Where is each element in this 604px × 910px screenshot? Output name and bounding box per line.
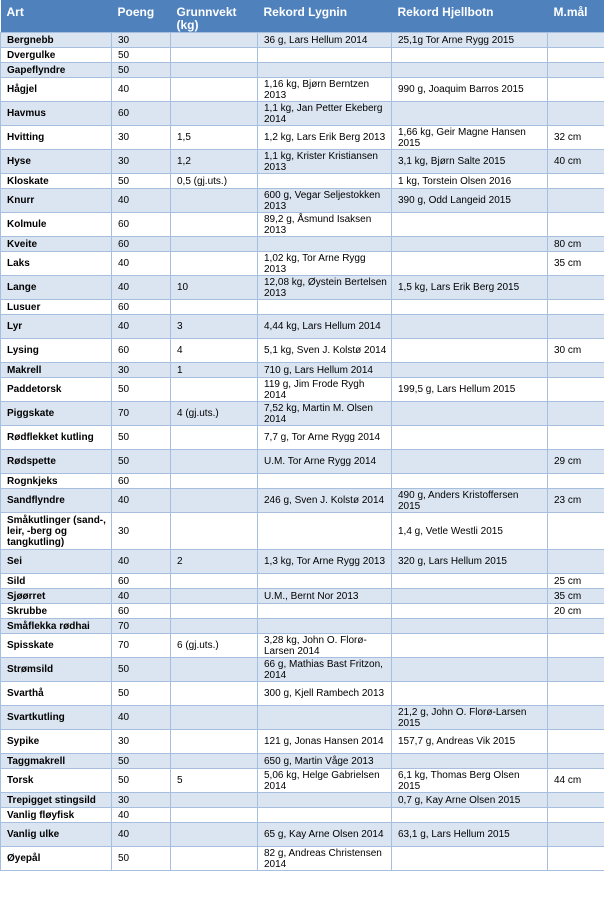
table-row (1, 489, 604, 513)
cell-rekord-lygnin (258, 474, 392, 489)
cell-art: Kolmule (1, 213, 112, 237)
cell-minstemal: 23 cm (548, 489, 604, 513)
cell-rekord-lygnin: 82 g, Andreas Christensen 2014 (258, 847, 392, 871)
cell-grunnvekt: 1 (171, 363, 258, 378)
cell-poeng: 60 (112, 474, 171, 489)
table-body (1, 33, 604, 871)
cell-grunnvekt: 10 (171, 276, 258, 300)
cell-poeng: 30 (112, 126, 171, 150)
cell-grunnvekt (171, 574, 258, 589)
table-row (1, 426, 604, 450)
cell-grunnvekt: 4 (gj.uts.) (171, 402, 258, 426)
cell-grunnvekt (171, 589, 258, 604)
cell-minstemal (548, 634, 604, 658)
cell-rekord-hjellbotn: 6,1 kg, Thomas Berg Olsen 2015 (392, 769, 548, 793)
cell-rekord-hjellbotn: 157,7 g, Andreas Vik 2015 (392, 730, 548, 754)
cell-poeng: 30 (112, 793, 171, 808)
table-row (1, 48, 604, 63)
cell-grunnvekt (171, 450, 258, 474)
cell-art: Lange (1, 276, 112, 300)
cell-grunnvekt (171, 237, 258, 252)
cell-rekord-lygnin: 650 g, Martin Våge 2013 (258, 754, 392, 769)
cell-poeng: 50 (112, 658, 171, 682)
cell-rekord-hjellbotn: 390 g, Odd Langeid 2015 (392, 189, 548, 213)
cell-rekord-lygnin: 5,1 kg, Sven J. Kolstø 2014 (258, 339, 392, 363)
cell-rekord-hjellbotn: 1,4 g, Vetle Westli 2015 (392, 513, 548, 550)
cell-rekord-hjellbotn: 990 g, Joaquim Barros 2015 (392, 78, 548, 102)
cell-poeng: 30 (112, 363, 171, 378)
cell-poeng: 30 (112, 513, 171, 550)
cell-rekord-hjellbotn (392, 237, 548, 252)
cell-minstemal (548, 63, 604, 78)
cell-poeng: 40 (112, 189, 171, 213)
cell-grunnvekt (171, 754, 258, 769)
cell-art: Svartkutling (1, 706, 112, 730)
cell-art: Lusuer (1, 300, 112, 315)
cell-minstemal (548, 730, 604, 754)
cell-poeng: 70 (112, 634, 171, 658)
cell-rekord-hjellbotn: 199,5 g, Lars Hellum 2015 (392, 378, 548, 402)
table-row (1, 450, 604, 474)
cell-minstemal (548, 682, 604, 706)
table-row (1, 634, 604, 658)
cell-art: Knurr (1, 189, 112, 213)
cell-rekord-lygnin: 65 g, Kay Arne Olsen 2014 (258, 823, 392, 847)
cell-rekord-hjellbotn (392, 48, 548, 63)
cell-grunnvekt: 3 (171, 315, 258, 339)
cell-grunnvekt (171, 474, 258, 489)
cell-grunnvekt (171, 78, 258, 102)
cell-poeng: 50 (112, 378, 171, 402)
cell-rekord-hjellbotn: 21,2 g, John O. Florø-Larsen 2015 (392, 706, 548, 730)
table-row (1, 574, 604, 589)
cell-rekord-lygnin: 5,06 kg, Helge Gabrielsen 2014 (258, 769, 392, 793)
cell-minstemal (548, 102, 604, 126)
cell-minstemal: 35 cm (548, 589, 604, 604)
cell-minstemal (548, 754, 604, 769)
cell-art: Sandflyndre (1, 489, 112, 513)
cell-grunnvekt (171, 730, 258, 754)
cell-poeng: 50 (112, 769, 171, 793)
cell-poeng: 30 (112, 730, 171, 754)
cell-minstemal (548, 378, 604, 402)
cell-grunnvekt (171, 426, 258, 450)
cell-grunnvekt: 5 (171, 769, 258, 793)
cell-minstemal (548, 174, 604, 189)
table-row (1, 658, 604, 682)
cell-rekord-lygnin: 119 g, Jim Frode Rygh 2014 (258, 378, 392, 402)
cell-rekord-lygnin (258, 793, 392, 808)
cell-art: Havmus (1, 102, 112, 126)
table-row (1, 823, 604, 847)
cell-rekord-hjellbotn (392, 847, 548, 871)
table-row (1, 847, 604, 871)
cell-rekord-hjellbotn (392, 808, 548, 823)
cell-art: Rødspette (1, 450, 112, 474)
cell-art: Sild (1, 574, 112, 589)
cell-grunnvekt (171, 378, 258, 402)
cell-poeng: 50 (112, 847, 171, 871)
table-row (1, 808, 604, 823)
header-rekord-hjellbotn: Rekord Hjellbotn (392, 0, 548, 33)
cell-rekord-lygnin: 7,52 kg, Martin M. Olsen 2014 (258, 402, 392, 426)
cell-art: Småflekka rødhai (1, 619, 112, 634)
cell-minstemal (548, 402, 604, 426)
cell-poeng: 40 (112, 315, 171, 339)
cell-minstemal (548, 658, 604, 682)
header-art: Art (1, 0, 112, 33)
cell-art: Skrubbe (1, 604, 112, 619)
cell-art: Lyr (1, 315, 112, 339)
cell-art: Laks (1, 252, 112, 276)
cell-poeng: 40 (112, 252, 171, 276)
cell-art: Øyepål (1, 847, 112, 871)
cell-minstemal (548, 213, 604, 237)
cell-grunnvekt: 1,5 (171, 126, 258, 150)
cell-grunnvekt (171, 847, 258, 871)
cell-rekord-hjellbotn: 1,5 kg, Lars Erik Berg 2015 (392, 276, 548, 300)
cell-rekord-lygnin: 7,7 g, Tor Arne Rygg 2014 (258, 426, 392, 450)
cell-grunnvekt: 6 (gj.uts.) (171, 634, 258, 658)
cell-rekord-hjellbotn: 25,1g Tor Arne Rygg 2015 (392, 33, 548, 48)
cell-poeng: 40 (112, 589, 171, 604)
cell-art: Hyse (1, 150, 112, 174)
table-row (1, 213, 604, 237)
cell-poeng: 50 (112, 48, 171, 63)
cell-minstemal: 44 cm (548, 769, 604, 793)
cell-minstemal (548, 847, 604, 871)
cell-poeng: 40 (112, 823, 171, 847)
cell-rekord-lygnin (258, 619, 392, 634)
cell-grunnvekt (171, 300, 258, 315)
table-row (1, 550, 604, 574)
cell-rekord-lygnin (258, 48, 392, 63)
cell-grunnvekt (171, 604, 258, 619)
cell-rekord-lygnin: 1,1 kg, Jan Petter Ekeberg 2014 (258, 102, 392, 126)
cell-art: Rognkjeks (1, 474, 112, 489)
cell-rekord-lygnin: 1,16 kg, Bjørn Berntzen 2013 (258, 78, 392, 102)
cell-poeng: 60 (112, 237, 171, 252)
cell-rekord-hjellbotn (392, 754, 548, 769)
cell-grunnvekt (171, 808, 258, 823)
cell-rekord-hjellbotn (392, 315, 548, 339)
cell-art: Svarthå (1, 682, 112, 706)
cell-rekord-hjellbotn (392, 252, 548, 276)
cell-art: Hågjel (1, 78, 112, 102)
table-row (1, 754, 604, 769)
cell-rekord-hjellbotn: 490 g, Anders Kristoffersen 2015 (392, 489, 548, 513)
cell-rekord-hjellbotn (392, 619, 548, 634)
table-row (1, 300, 604, 315)
cell-rekord-lygnin: 3,28 kg, John O. Florø-Larsen 2014 (258, 634, 392, 658)
table-row (1, 706, 604, 730)
cell-poeng: 40 (112, 276, 171, 300)
cell-minstemal: 30 cm (548, 339, 604, 363)
cell-rekord-lygnin (258, 604, 392, 619)
table-row (1, 513, 604, 550)
cell-rekord-lygnin (258, 574, 392, 589)
cell-poeng: 60 (112, 300, 171, 315)
table-row (1, 474, 604, 489)
cell-minstemal (548, 619, 604, 634)
cell-art: Torsk (1, 769, 112, 793)
cell-art: Taggmakrell (1, 754, 112, 769)
cell-art: Makrell (1, 363, 112, 378)
cell-rekord-lygnin (258, 237, 392, 252)
cell-rekord-hjellbotn (392, 102, 548, 126)
cell-rekord-lygnin (258, 808, 392, 823)
cell-art: Kveite (1, 237, 112, 252)
cell-art: Strømsild (1, 658, 112, 682)
cell-grunnvekt (171, 252, 258, 276)
cell-rekord-hjellbotn (392, 426, 548, 450)
cell-poeng: 30 (112, 33, 171, 48)
cell-minstemal: 29 cm (548, 450, 604, 474)
cell-minstemal: 35 cm (548, 252, 604, 276)
table-row (1, 339, 604, 363)
cell-rekord-lygnin: 121 g, Jonas Hansen 2014 (258, 730, 392, 754)
cell-rekord-hjellbotn: 63,1 g, Lars Hellum 2015 (392, 823, 548, 847)
cell-poeng: 60 (112, 604, 171, 619)
cell-rekord-lygnin: 89,2 g, Åsmund Isaksen 2013 (258, 213, 392, 237)
cell-art: Sei (1, 550, 112, 574)
cell-rekord-lygnin (258, 300, 392, 315)
cell-grunnvekt (171, 489, 258, 513)
cell-rekord-lygnin: 36 g, Lars Hellum 2014 (258, 33, 392, 48)
cell-rekord-hjellbotn (392, 604, 548, 619)
cell-rekord-lygnin: 66 g, Mathias Bast Fritzon, 2014 (258, 658, 392, 682)
table-row (1, 126, 604, 150)
table-row (1, 252, 604, 276)
cell-rekord-hjellbotn (392, 634, 548, 658)
cell-art: Rødflekket kutling (1, 426, 112, 450)
cell-grunnvekt (171, 213, 258, 237)
cell-art: Småkutlinger (sand-, leir, -berg og tangkutling) (1, 513, 112, 550)
cell-grunnvekt (171, 189, 258, 213)
cell-art: Lysing (1, 339, 112, 363)
cell-minstemal (548, 513, 604, 550)
table-row (1, 730, 604, 754)
cell-art: Sypike (1, 730, 112, 754)
cell-minstemal: 40 cm (548, 150, 604, 174)
cell-rekord-hjellbotn (392, 574, 548, 589)
cell-rekord-lygnin: 710 g, Lars Hellum 2014 (258, 363, 392, 378)
cell-grunnvekt (171, 658, 258, 682)
cell-minstemal: 80 cm (548, 237, 604, 252)
cell-rekord-hjellbotn (392, 682, 548, 706)
table-row (1, 589, 604, 604)
cell-minstemal (548, 823, 604, 847)
cell-poeng: 70 (112, 402, 171, 426)
cell-poeng: 50 (112, 426, 171, 450)
cell-minstemal (548, 706, 604, 730)
table-row (1, 793, 604, 808)
cell-grunnvekt (171, 706, 258, 730)
cell-rekord-hjellbotn (392, 213, 548, 237)
cell-rekord-hjellbotn (392, 402, 548, 426)
cell-rekord-hjellbotn: 320 g, Lars Hellum 2015 (392, 550, 548, 574)
cell-poeng: 50 (112, 682, 171, 706)
cell-minstemal (548, 474, 604, 489)
cell-grunnvekt: 0,5 (gj.uts.) (171, 174, 258, 189)
cell-rekord-lygnin (258, 513, 392, 550)
cell-poeng: 40 (112, 550, 171, 574)
cell-grunnvekt: 4 (171, 339, 258, 363)
table-row (1, 378, 604, 402)
cell-rekord-hjellbotn: 0,7 g, Kay Arne Olsen 2015 (392, 793, 548, 808)
cell-rekord-lygnin: 4,44 kg, Lars Hellum 2014 (258, 315, 392, 339)
header-row (1, 0, 604, 33)
table-row (1, 769, 604, 793)
cell-grunnvekt (171, 682, 258, 706)
cell-rekord-hjellbotn (392, 300, 548, 315)
cell-poeng: 60 (112, 574, 171, 589)
cell-art: Vanlig fløyfisk (1, 808, 112, 823)
cell-minstemal (548, 189, 604, 213)
cell-art: Vanlig ulke (1, 823, 112, 847)
table-row (1, 402, 604, 426)
cell-minstemal (548, 300, 604, 315)
table-row (1, 276, 604, 300)
cell-grunnvekt: 2 (171, 550, 258, 574)
cell-rekord-lygnin (258, 174, 392, 189)
table-row (1, 78, 604, 102)
cell-rekord-lygnin (258, 63, 392, 78)
cell-minstemal (548, 793, 604, 808)
cell-poeng: 60 (112, 102, 171, 126)
table-row (1, 315, 604, 339)
cell-rekord-lygnin: U.M., Bernt Nor 2013 (258, 589, 392, 604)
cell-rekord-lygnin: 12,08 kg, Øystein Bertelsen 2013 (258, 276, 392, 300)
cell-minstemal (548, 550, 604, 574)
cell-art: Piggskate (1, 402, 112, 426)
cell-rekord-lygnin: U.M. Tor Arne Rygg 2014 (258, 450, 392, 474)
cell-rekord-hjellbotn (392, 474, 548, 489)
cell-art: Sjøørret (1, 589, 112, 604)
cell-grunnvekt (171, 619, 258, 634)
cell-poeng: 50 (112, 174, 171, 189)
cell-minstemal (548, 315, 604, 339)
cell-rekord-lygnin (258, 706, 392, 730)
cell-poeng: 40 (112, 706, 171, 730)
cell-rekord-lygnin: 1,1 kg, Krister Kristiansen 2013 (258, 150, 392, 174)
cell-poeng: 50 (112, 63, 171, 78)
cell-grunnvekt (171, 63, 258, 78)
header-poeng: Poeng (112, 0, 171, 33)
table-row (1, 150, 604, 174)
cell-minstemal (548, 48, 604, 63)
cell-grunnvekt (171, 513, 258, 550)
cell-art: Spisskate (1, 634, 112, 658)
cell-grunnvekt (171, 48, 258, 63)
cell-rekord-lygnin: 1,02 kg, Tor Arne Rygg 2013 (258, 252, 392, 276)
cell-minstemal: 32 cm (548, 126, 604, 150)
cell-art: Hvitting (1, 126, 112, 150)
table-row (1, 619, 604, 634)
cell-poeng: 50 (112, 450, 171, 474)
cell-art: Kloskate (1, 174, 112, 189)
cell-poeng: 50 (112, 754, 171, 769)
table-row (1, 189, 604, 213)
cell-grunnvekt (171, 33, 258, 48)
cell-rekord-lygnin: 1,3 kg, Tor Arne Rygg 2013 (258, 550, 392, 574)
header-grunnvekt: Grunnvekt (kg) (171, 0, 258, 33)
cell-rekord-hjellbotn: 3,1 kg, Bjørn Salte 2015 (392, 150, 548, 174)
cell-art: Paddetorsk (1, 378, 112, 402)
cell-grunnvekt (171, 823, 258, 847)
cell-poeng: 60 (112, 213, 171, 237)
cell-minstemal (548, 426, 604, 450)
header-rekord-lygnin: Rekord Lygnin (258, 0, 392, 33)
cell-rekord-lygnin: 246 g, Sven J. Kolstø 2014 (258, 489, 392, 513)
cell-minstemal: 25 cm (548, 574, 604, 589)
cell-grunnvekt (171, 102, 258, 126)
table-row (1, 102, 604, 126)
cell-minstemal (548, 363, 604, 378)
cell-grunnvekt (171, 793, 258, 808)
cell-rekord-hjellbotn (392, 658, 548, 682)
cell-rekord-hjellbotn (392, 589, 548, 604)
cell-art: Dvergulke (1, 48, 112, 63)
cell-minstemal (548, 276, 604, 300)
cell-art: Trepigget stingsild (1, 793, 112, 808)
cell-poeng: 40 (112, 489, 171, 513)
cell-art: Bergnebb (1, 33, 112, 48)
cell-art: Gapeflyndre (1, 63, 112, 78)
table-row (1, 174, 604, 189)
cell-poeng: 40 (112, 808, 171, 823)
table-row (1, 237, 604, 252)
cell-minstemal (548, 808, 604, 823)
cell-minstemal: 20 cm (548, 604, 604, 619)
cell-rekord-hjellbotn: 1 kg, Torstein Olsen 2016 (392, 174, 548, 189)
table-row (1, 604, 604, 619)
table-row (1, 682, 604, 706)
cell-rekord-hjellbotn (392, 450, 548, 474)
cell-rekord-lygnin: 600 g, Vegar Seljestokken 2013 (258, 189, 392, 213)
table-row (1, 33, 604, 48)
header-minstemal: M.mål (548, 0, 604, 33)
cell-poeng: 60 (112, 339, 171, 363)
cell-minstemal (548, 33, 604, 48)
cell-minstemal (548, 78, 604, 102)
table-row (1, 63, 604, 78)
cell-poeng: 30 (112, 150, 171, 174)
cell-grunnvekt: 1,2 (171, 150, 258, 174)
table-row (1, 363, 604, 378)
cell-rekord-lygnin: 1,2 kg, Lars Erik Berg 2013 (258, 126, 392, 150)
cell-poeng: 40 (112, 78, 171, 102)
cell-rekord-lygnin: 300 g, Kjell Rambech 2013 (258, 682, 392, 706)
cell-poeng: 70 (112, 619, 171, 634)
cell-rekord-hjellbotn: 1,66 kg, Geir Magne Hansen 2015 (392, 126, 548, 150)
cell-rekord-hjellbotn (392, 339, 548, 363)
cell-rekord-hjellbotn (392, 63, 548, 78)
cell-rekord-hjellbotn (392, 363, 548, 378)
